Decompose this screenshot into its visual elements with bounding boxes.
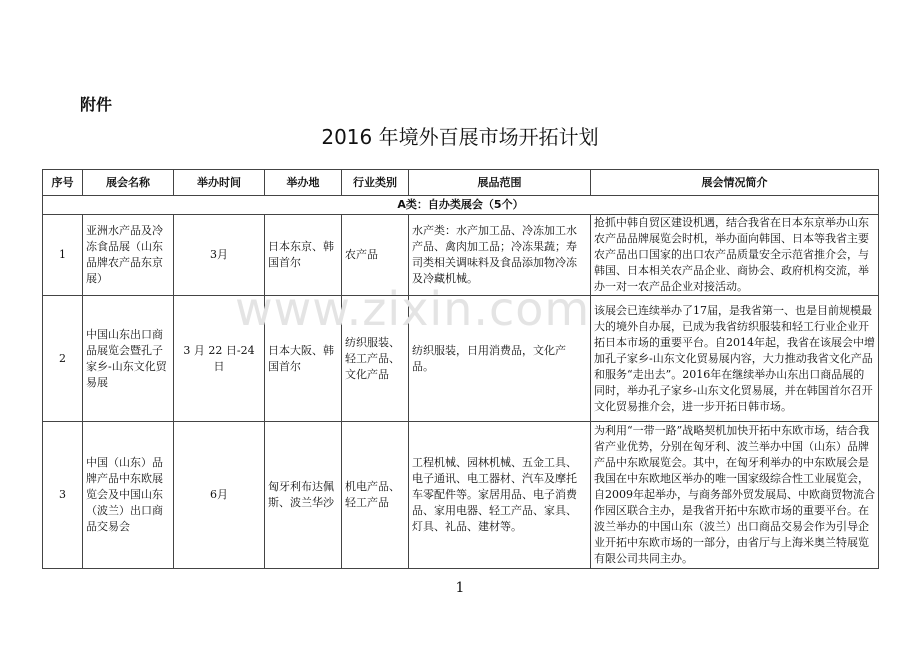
row-name: 中国（山东）品牌产品中东欧展览会及中国山东（波兰）出口商品交易会 bbox=[83, 422, 174, 569]
table-row bbox=[43, 215, 879, 296]
attachment-label: 附件 bbox=[80, 95, 113, 114]
row-scope: 水产类：水产加工品、冷冻加工水产品、禽肉加工品；冷冻果蔬；寿司类相关调味料及食品添加物冷冻及冷藏机械。 bbox=[409, 215, 591, 296]
col-header-time: 举办时间 bbox=[174, 170, 265, 196]
row-no: 1 bbox=[43, 215, 83, 296]
col-header-no: 序号 bbox=[43, 170, 83, 196]
table-row bbox=[43, 296, 879, 422]
row-no: 3 bbox=[43, 422, 83, 569]
col-header-industry: 行业类别 bbox=[342, 170, 409, 196]
row-place: 日本大阪、韩国首尔 bbox=[265, 296, 342, 422]
row-intro: 该展会已连续举办了17届，是我省第一、也是目前规模最大的境外自办展，已成为我省纺织服装和轻工行业企业开拓日本市场的重要平台。自2014年起，我省在该展会中增加孔子家乡-山东文化贸易展内容，大力推动我省文化产品和服务“走出去”。2016年在继续举办山东出口商品展的同时，举办孔子家乡-山东文化贸易展，并在韩国首尔召开文化贸易推介会，进一步开拓日韩市场。 bbox=[591, 296, 879, 422]
watermark: www.zixin.com bbox=[235, 282, 591, 336]
category-label: A类：自办类展会（5个） bbox=[43, 196, 879, 215]
row-industry: 农产品 bbox=[342, 215, 409, 296]
row-no: 2 bbox=[43, 296, 83, 422]
row-intro: 为利用“一带一路”战略契机加快开拓中东欧市场，结合我省产业优势，分别在匈牙利、波兰举办中国（山东）品牌产品中东欧展览会。其中，在匈牙利举办的中东欧展会是我国在中东欧地区举办的唯一国家级综合性工业展览会，自2009年起举办，与商务部外贸发展局、中欧商贸物流合作园区联合主办，是我省开拓中东欧市场的重要平台。在波兰举办的中国山东（波兰）出口商品交易会作为引导企业开拓中东欧市场的一部分，由省厅与上海米奥兰特展览有限公司共同主办。 bbox=[591, 422, 879, 569]
row-name: 亚洲水产品及冷冻食品展（山东品牌农产品东京展） bbox=[83, 215, 174, 296]
col-header-scope: 展品范围 bbox=[409, 170, 591, 196]
row-scope: 纺织服装，日用消费品，文化产品。 bbox=[409, 296, 591, 422]
page-number: 1 bbox=[455, 580, 465, 596]
row-time: 3 月 22 日-24 日 bbox=[174, 296, 265, 422]
exhibition-table bbox=[42, 169, 879, 569]
row-time: 3月 bbox=[174, 215, 265, 296]
table-row bbox=[43, 422, 879, 569]
document-title: 2016 年境外百展市场开拓计划 bbox=[321, 125, 599, 149]
col-header-intro: 展会情况简介 bbox=[591, 170, 879, 196]
row-place: 匈牙利布达佩斯、波兰华沙 bbox=[265, 422, 342, 569]
table-header-row bbox=[43, 170, 879, 196]
category-row bbox=[43, 196, 879, 215]
col-header-place: 举办地 bbox=[265, 170, 342, 196]
col-header-name: 展会名称 bbox=[83, 170, 174, 196]
row-industry: 机电产品、轻工产品 bbox=[342, 422, 409, 569]
row-place: 日本东京、韩国首尔 bbox=[265, 215, 342, 296]
row-scope: 工程机械、园林机械、五金工具、电子通讯、电工器材、汽车及摩托车零配件等。家居用品、电子消费品、家用电器、轻工产品、家具、灯具、礼品、建材等。 bbox=[409, 422, 591, 569]
row-time: 6月 bbox=[174, 422, 265, 569]
row-industry: 纺织服装、轻工产品、文化产品 bbox=[342, 296, 409, 422]
row-intro: 抢抓中韩自贸区建设机遇，结合我省在日本东京举办山东农产品品牌展览会时机，举办面向韩国、日本等我省主要农产品出口国家的出口农产品质量安全示范省推介会，与韩国、日本相关农产品企业、商协会、政府机构交流，举办一对一农产品企业对接活动。 bbox=[591, 215, 879, 296]
row-name: 中国山东出口商品展览会暨孔子家乡-山东文化贸易展 bbox=[83, 296, 174, 422]
